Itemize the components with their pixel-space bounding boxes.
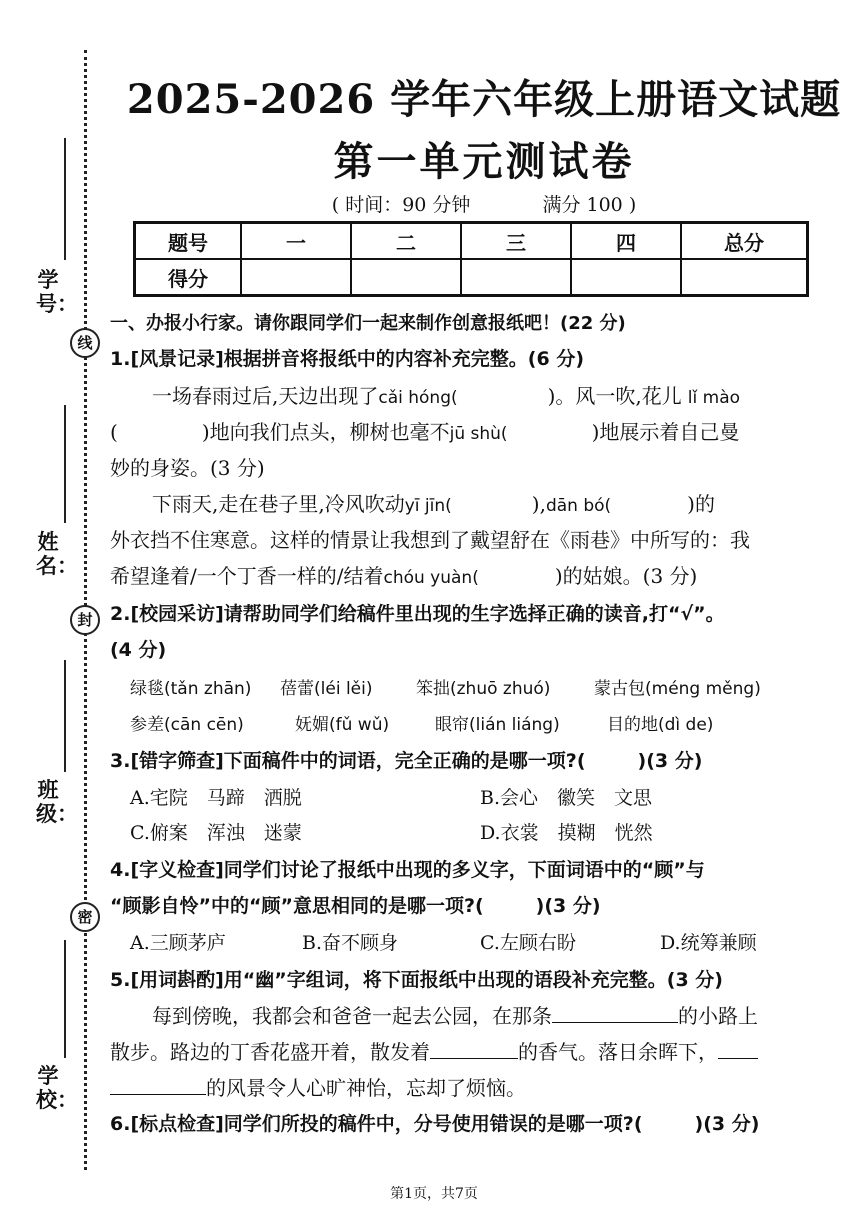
score-cell: 三 xyxy=(461,223,571,260)
q2-score: (4 分) xyxy=(110,639,167,661)
section-1-heading: 一、办报小行家。请你跟同学们一起来制作创意报纸吧！(22 分) xyxy=(110,313,626,334)
q2-option[interactable]: 笨拙(zhuō zhuó) xyxy=(416,679,551,699)
q3-option-b[interactable]: B.会心 徽笑 文思 xyxy=(480,787,653,809)
q1-text: 希望逢着/一个丁香一样的/结着 xyxy=(110,564,384,588)
q1-text: )地向我们点头，柳树也毫不 xyxy=(201,420,450,444)
time-score-info xyxy=(100,190,868,217)
seal-mi: 密 xyxy=(70,902,100,932)
q4-option-c[interactable]: C.左顾右盼 xyxy=(480,932,576,954)
pinyin: lǐ mào xyxy=(687,388,741,408)
label-school: 学校： xyxy=(36,1063,78,1112)
line-class xyxy=(64,660,66,772)
score-blank-cell[interactable] xyxy=(681,259,808,296)
q4-option-b[interactable]: B.奋不顾身 xyxy=(302,932,399,954)
q2-option[interactable]: 绿毯(tǎn zhān) xyxy=(130,679,252,699)
label-name: 姓名： xyxy=(36,529,78,578)
line-school xyxy=(64,940,66,1058)
q4-option-d[interactable]: D.统筹兼顾 xyxy=(660,932,757,954)
seal-feng: 封 xyxy=(70,605,100,635)
label-student-number: 学号： xyxy=(36,267,78,316)
q4-option-a[interactable]: A.三顾茅庐 xyxy=(130,932,226,954)
q2-row2 xyxy=(130,705,713,743)
pinyin: dān bó( xyxy=(545,496,612,516)
q3-option-c[interactable]: C.俯案 浑浊 迷蒙 xyxy=(130,822,302,844)
q1-text: )的姑娘。(3 分) xyxy=(554,564,698,588)
score-table xyxy=(133,221,809,297)
pinyin: yī jīn( xyxy=(404,496,452,516)
full-score: 满分 100 ) xyxy=(542,194,637,216)
q2-option[interactable]: 目的地(dì de) xyxy=(607,715,714,735)
q3-option-d[interactable]: D.衣裳 摸糊 恍然 xyxy=(480,822,653,844)
q1-text: 一场春雨过后,天边出现了 xyxy=(152,384,379,408)
q1-text: )地展示着自己曼 xyxy=(591,420,740,444)
score-blank-cell[interactable] xyxy=(351,259,461,296)
q1-text: ( xyxy=(110,420,118,444)
q1-line1 xyxy=(152,378,740,416)
pinyin: cǎi hóng( xyxy=(378,388,458,408)
q3-option-a[interactable]: A.宅院 马蹄 洒脱 xyxy=(130,787,302,809)
q1-line5: 外衣挡不住寒意。这样的情景让我想到了戴望舒在《雨巷》中所写的：我 xyxy=(110,528,750,552)
q4-title-line1: 4.[字义检查]同学们讨论了报纸中出现的多义字，下面词语中的“顾”与 xyxy=(110,859,705,881)
q4-title-text: “顾影自怜”中的“顾”意思相同的是哪一项?( xyxy=(110,895,484,917)
score-blank-cell[interactable] xyxy=(571,259,681,296)
q3-title-text: 3.[错字筛查]下面稿件中的词语，完全正确的是哪一项?( xyxy=(110,750,586,772)
score-blank-cell[interactable] xyxy=(461,259,571,296)
q5-text: 的小路上 xyxy=(678,1004,758,1028)
q2-row1 xyxy=(130,669,761,707)
q1-line6 xyxy=(110,558,697,596)
q1-line3: 妙的身姿。(3 分) xyxy=(110,456,265,480)
q1-text: ), xyxy=(531,492,546,516)
score-cell: 总分 xyxy=(681,223,808,260)
score-blank-cell[interactable] xyxy=(241,259,351,296)
exam-subtitle: 第一单元测试卷 xyxy=(333,138,635,185)
score-cell: 一 xyxy=(241,223,351,260)
q2-title: 2.[校园采访]请帮助同学们给稿件里出现的生字选择正确的读音,打“√”。 xyxy=(110,603,725,625)
q1-title: 1.[风景记录]根据拼音将报纸中的内容补充完整。(6 分) xyxy=(110,348,585,370)
q4-title-score: )(3 分) xyxy=(535,895,601,917)
q5-line1 xyxy=(152,998,758,1034)
time-limit: ( 时间：90 分钟 xyxy=(331,194,471,216)
page-footer: 第1页，共7页 xyxy=(390,1186,478,1202)
pinyin: chóu yuàn( xyxy=(383,568,479,588)
q3-title-score: )(3 分) xyxy=(637,750,703,772)
q6-title-text: 6.[标点检查]同学们所投的稿件中，分号使用错误的是哪一项?( xyxy=(110,1113,643,1135)
score-cell: 得分 xyxy=(135,259,242,296)
line-student-number xyxy=(64,138,66,260)
score-cell: 二 xyxy=(351,223,461,260)
fill-blank[interactable] xyxy=(718,1036,758,1059)
q3-title xyxy=(110,743,702,779)
q4-title-line2 xyxy=(110,888,601,924)
q1-text: )。风一吹,花儿 xyxy=(547,384,682,408)
score-cell: 题号 xyxy=(135,223,242,260)
q2-option[interactable]: 蓓蕾(léi lěi) xyxy=(280,679,373,699)
q2-option[interactable]: 眼帘(lián liáng) xyxy=(435,715,560,735)
q5-text: 每到傍晚，我都会和爸爸一起去公园，在那条 xyxy=(152,1004,552,1028)
q5-text: 的风景令人心旷神怡，忘却了烦恼。 xyxy=(206,1076,526,1100)
q5-title: 5.[用词斟酌]用“幽”字组词，将下面报纸中出现的语段补充完整。(3 分) xyxy=(110,969,723,991)
score-cell: 四 xyxy=(571,223,681,260)
exam-title: 2025-2026 学年六年级上册语文试题 xyxy=(126,76,842,123)
score-table-header-row xyxy=(135,223,808,260)
score-table-score-row xyxy=(135,259,808,296)
line-name xyxy=(64,405,66,523)
q5-text: 散步。路边的丁香花盛开着，散发着 xyxy=(110,1040,430,1064)
q1-line2 xyxy=(110,414,739,452)
q1-text: )的 xyxy=(687,492,715,516)
q2-option[interactable]: 参差(cān cēn) xyxy=(130,715,244,735)
pinyin: jū shù( xyxy=(449,424,508,444)
q1-line4 xyxy=(152,486,715,524)
fill-blank[interactable] xyxy=(430,1036,518,1059)
label-class: 班级： xyxy=(36,777,78,826)
seal-xian: 线 xyxy=(70,328,100,358)
q1-text: 下雨天,走在巷子里,冷风吹动 xyxy=(152,492,405,516)
q5-line2 xyxy=(110,1034,758,1070)
q5-text: 的香气。落日余晖下， xyxy=(518,1040,718,1064)
q6-title-score: )(3 分) xyxy=(694,1113,760,1135)
q5-line3 xyxy=(110,1070,526,1106)
q2-option[interactable]: 妩媚(fǔ wǔ) xyxy=(295,715,390,735)
fill-blank[interactable] xyxy=(110,1072,206,1095)
q2-option[interactable]: 蒙古包(méng měng) xyxy=(594,679,761,699)
fill-blank[interactable] xyxy=(552,1000,678,1023)
q6-title xyxy=(110,1106,759,1142)
